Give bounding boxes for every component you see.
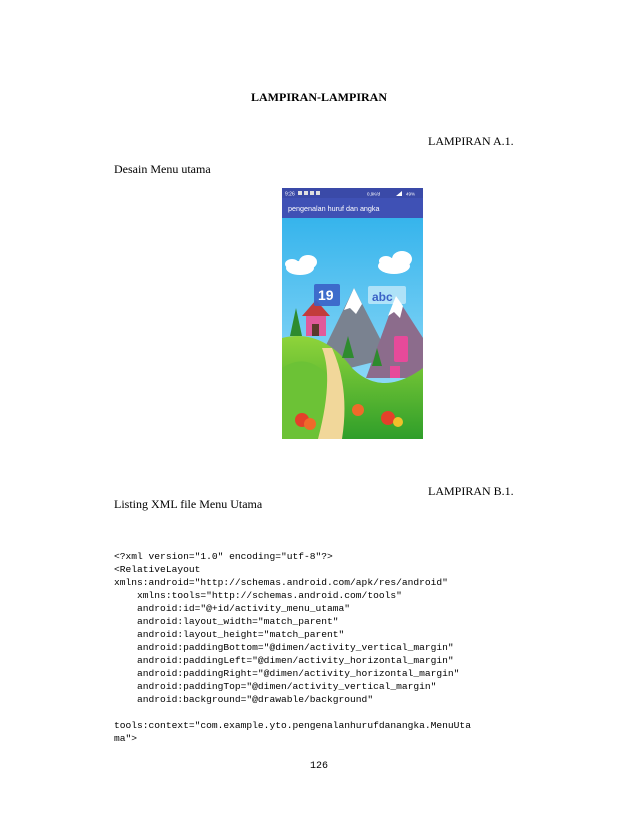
app-title: pengenalan huruf dan angka bbox=[288, 204, 380, 213]
code-line: android:paddingTop="@dimen/activity_vertical_margin" bbox=[114, 681, 437, 692]
xml-listing bbox=[114, 537, 471, 758]
code-line: tools:context="com.example.yto.pengenalanhurufdanangka.MenuUta bbox=[114, 720, 471, 731]
appendix-b-label: LAMPIRAN B.1. bbox=[428, 484, 514, 498]
code-line: android:paddingLeft="@dimen/activity_horizontal_margin" bbox=[114, 655, 454, 666]
code-line: android:layout_height="match_parent" bbox=[114, 629, 345, 640]
app-screenshot bbox=[282, 188, 423, 439]
network-speed: 0,9K/d bbox=[367, 191, 381, 197]
code-line: android:paddingBottom="@dimen/activity_vertical_margin" bbox=[114, 642, 454, 653]
page-number: 126 bbox=[309, 761, 328, 772]
appendix-a-label: LAMPIRAN A.1. bbox=[428, 134, 514, 148]
flower-bush bbox=[304, 418, 316, 430]
letters-glyph: abc bbox=[372, 290, 393, 304]
notification-icon bbox=[316, 191, 320, 195]
code-line: android:paddingRight="@dimen/activity_horizontal_margin" bbox=[114, 668, 460, 679]
code-line: ma"> bbox=[114, 733, 138, 744]
notification-icon bbox=[298, 191, 302, 195]
flower-bush bbox=[352, 404, 364, 416]
code-line: <?xml version="1.0" encoding="utf-8"?> bbox=[114, 551, 333, 562]
code-line: xmlns:tools="http://schemas.android.com/tools" bbox=[114, 590, 402, 601]
numbers-glyph: 19 bbox=[318, 287, 334, 303]
battery-level: 49% bbox=[406, 191, 416, 197]
code-line bbox=[114, 706, 471, 719]
status-time: 9:26 bbox=[285, 191, 295, 198]
code-line: android:layout_width="match_parent" bbox=[114, 616, 339, 627]
code-line: xmlns:android="http://schemas.android.com/apk/res/android" bbox=[114, 577, 448, 588]
appendix-b-caption: Listing XML file Menu Utama bbox=[114, 497, 263, 511]
appendix-a-caption: Desain Menu utama bbox=[114, 162, 211, 176]
tower bbox=[394, 336, 408, 362]
code-line: android:background="@drawable/background" bbox=[114, 694, 374, 705]
house-door bbox=[312, 324, 319, 336]
app-screenshot-illustration bbox=[282, 188, 423, 439]
flower-bush bbox=[393, 417, 403, 427]
code-line: <RelativeLayout bbox=[114, 564, 201, 575]
flower-bush bbox=[381, 411, 395, 425]
notification-icon bbox=[304, 191, 308, 195]
page-heading: LAMPIRAN-LAMPIRAN bbox=[251, 90, 387, 104]
tower bbox=[390, 366, 400, 378]
code-line: android:id="@+id/activity_menu_utama" bbox=[114, 603, 351, 614]
notification-icon bbox=[310, 191, 314, 195]
